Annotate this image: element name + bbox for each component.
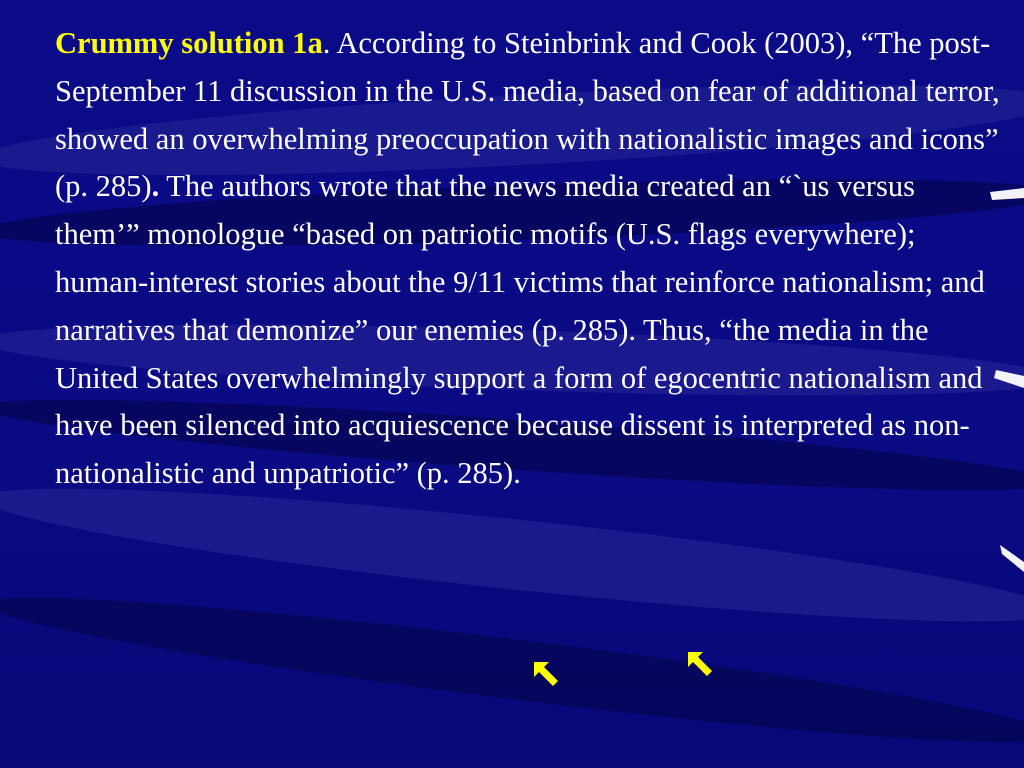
slide-body-text <box>55 20 1005 498</box>
paragraph-part-1: . According to Steinbrink and Cook (2003), “The post-September 11 discussion in the U.S. media, based on fear of additional terror, showed an overwhelming preoccupation with nationalistic images and icons” (p. 285) <box>55 26 1000 204</box>
paragraph-period: . <box>151 169 160 204</box>
paragraph-part-2: The authors wrote that the news media created an “`us versus them’” monologue “based on patriotic motifs (U.S. flags everywhere); human-interest stories about the 9/11 victims that reinforce nationalism; and narratives that demonize” our enemies (p. 285). Thus, “the media in the United States overwhelmingly support a form of egocentric nationalism and have been silenced into acquiescence because dissent is interpreted as non-nationalistic and unpatriotic” (p. 285). <box>55 169 985 491</box>
back-arrow-button[interactable] <box>532 660 562 690</box>
forward-arrow-button[interactable] <box>686 650 716 680</box>
slide-title-runin: Crummy solution 1a <box>55 26 323 60</box>
arrow-up-left-icon <box>686 650 716 680</box>
arrow-up-left-icon <box>532 660 562 690</box>
